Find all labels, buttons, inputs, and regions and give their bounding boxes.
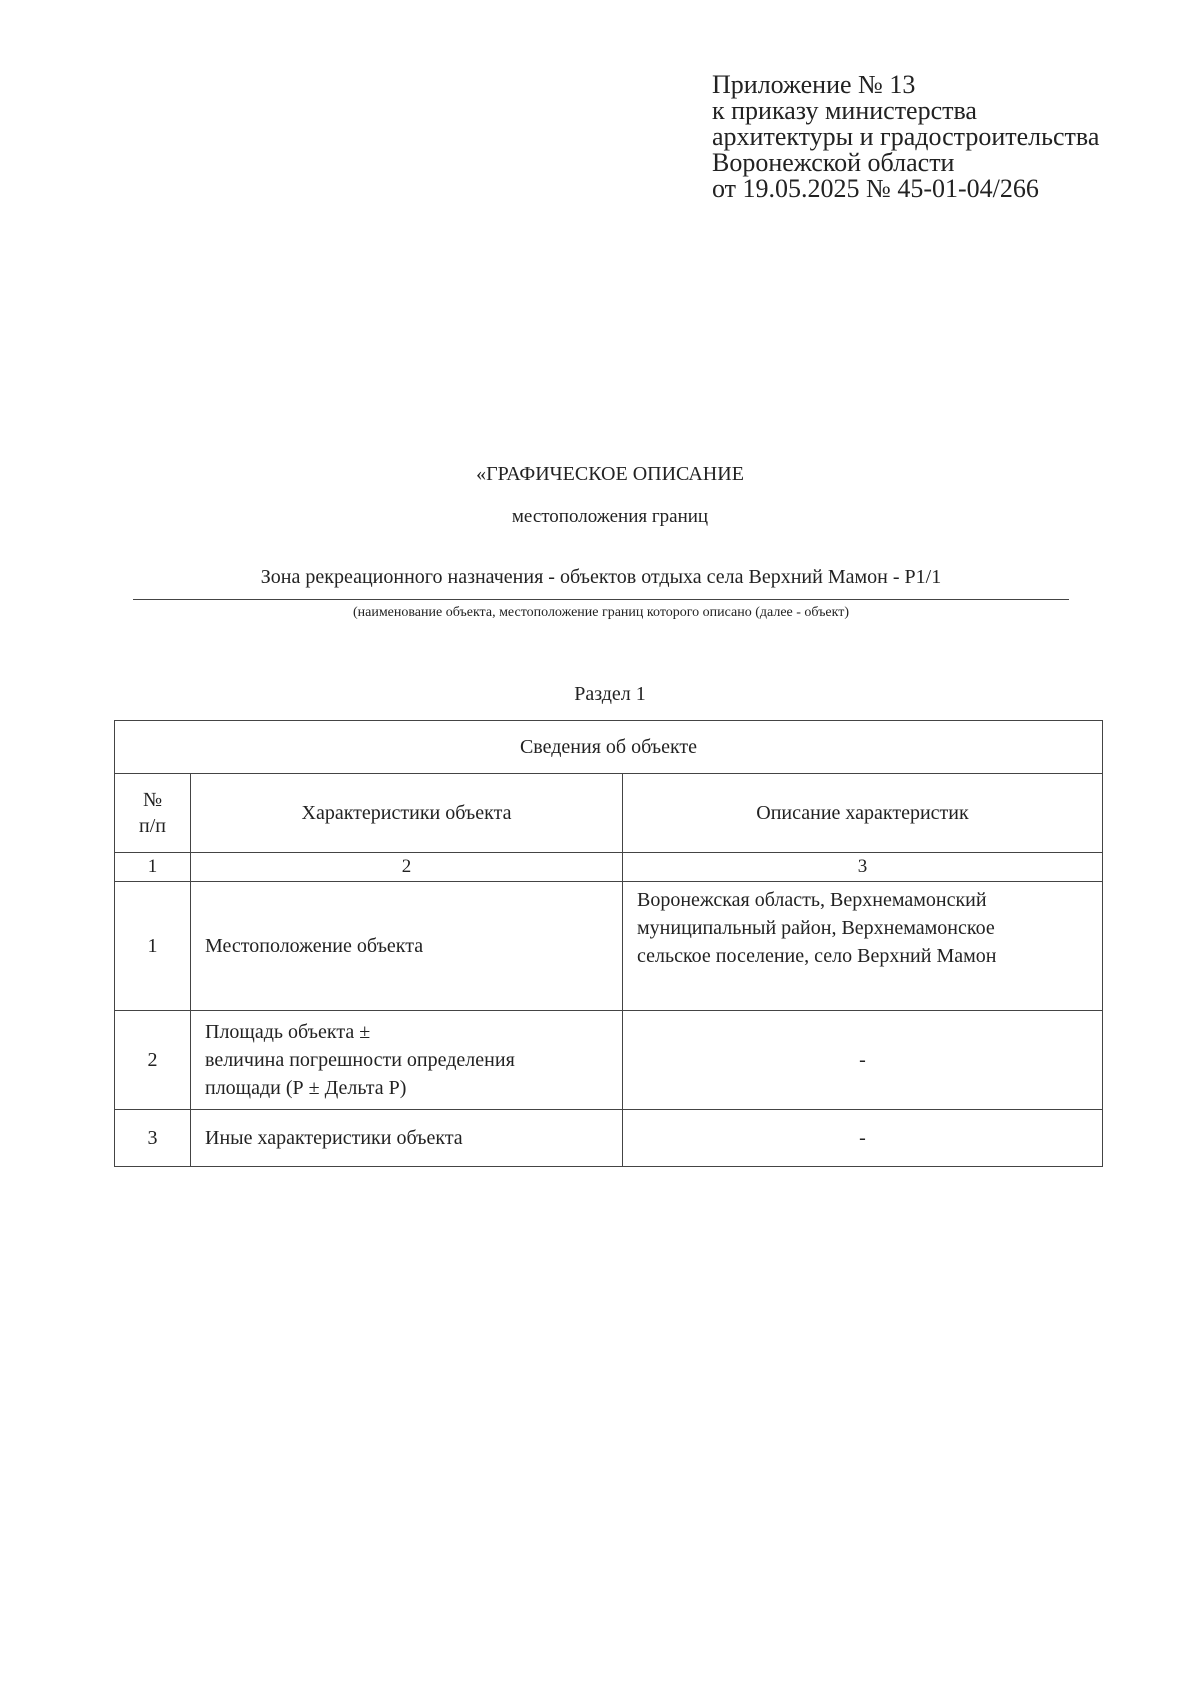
attachment-block [712, 72, 1099, 202]
column-number: 2 [191, 853, 623, 882]
document-subtitle: местоположения границ [511, 506, 709, 527]
attachment-line: от 19.05.2025 № 45-01-04/266 [712, 174, 1039, 203]
row-number: 2 [115, 1011, 191, 1110]
object-info-table [114, 720, 1103, 1167]
cell-line: Площадь объекта ± [205, 1021, 371, 1043]
cell-line: Местоположение объекта [205, 935, 424, 957]
cell-line: Иные характеристики объекта [205, 1127, 463, 1149]
row-number: 1 [115, 882, 191, 1011]
row-description [623, 1110, 1103, 1167]
row-characteristic [191, 1110, 623, 1167]
cell-line: сельское поселение, село Верхний Мамон [637, 945, 997, 967]
cell-line: величина погрешности определения [205, 1049, 515, 1071]
column-number: 3 [623, 853, 1103, 882]
header-num [115, 774, 191, 853]
table-header-row [115, 774, 1103, 853]
header-characteristic: Характеристики объекта [191, 774, 623, 853]
row-characteristic [191, 882, 623, 1011]
column-number: 1 [115, 853, 191, 882]
row-number: 3 [115, 1110, 191, 1167]
table-caption: Сведения об объекте [115, 721, 1103, 774]
cell-line: Воронежская область, Верхнемамонский [637, 889, 987, 911]
row-description [623, 1011, 1103, 1110]
section-title: Раздел 1 [574, 683, 646, 705]
cell-line: муниципальный район, Верхнемамонское [637, 917, 995, 939]
object-name-caption: (наименование объекта, местоположение границ которого описано (далее - объект) [352, 605, 850, 620]
table-row [115, 1011, 1103, 1110]
object-name-underline [133, 599, 1069, 600]
object-name: Зона рекреационного назначения - объектов отдыха села Верхний Мамон - Р1/1 [260, 566, 942, 588]
table-row [115, 882, 1103, 1011]
document-title: «ГРАФИЧЕСКОЕ ОПИСАНИЕ [476, 463, 744, 485]
attachment-line: Приложение № 13 [712, 70, 916, 99]
header-num-line: п/п [139, 815, 166, 837]
header-num-line: № [142, 789, 163, 811]
row-characteristic [191, 1011, 623, 1110]
attachment-line: к приказу министерства [712, 96, 977, 125]
table-row [115, 1110, 1103, 1167]
attachment-line: Воронежской области [712, 148, 955, 177]
cell-line: площади (Р ± Дельта Р) [205, 1077, 407, 1099]
column-numbers-row [115, 853, 1103, 882]
cell-line: - [859, 1127, 866, 1149]
cell-line: - [859, 1049, 866, 1071]
attachment-line: архитектуры и градостроительства [712, 122, 1100, 151]
row-description [623, 882, 1103, 1011]
table-caption-row [115, 721, 1103, 774]
header-description: Описание характеристик [623, 774, 1103, 853]
